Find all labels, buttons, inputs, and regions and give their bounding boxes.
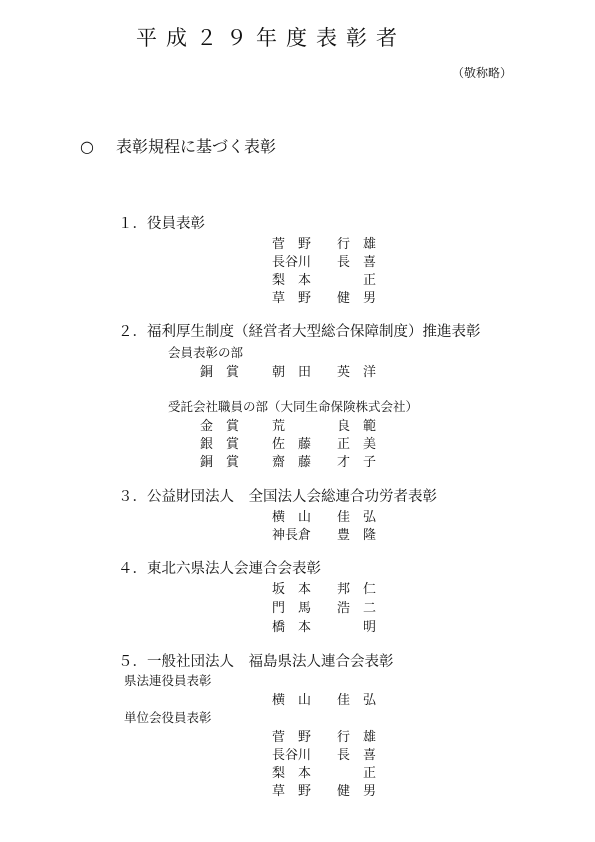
section-heading bbox=[80, 134, 276, 157]
awardee-name: 荒 良 範 bbox=[272, 419, 377, 434]
item-2-heading: ２．福利厚生制度（経営者大型総合保障制度）推進表彰 bbox=[118, 324, 481, 340]
awardee-name: 佐 藤 正 美 bbox=[272, 437, 377, 452]
awardee-name: 長谷川 長 喜 bbox=[272, 748, 377, 763]
item-5-heading: ５．一般社団法人 福島県法人連合会表彰 bbox=[118, 654, 394, 670]
subheading: 会員表彰の部 bbox=[168, 345, 244, 360]
circle-bullet: ○ bbox=[80, 137, 94, 156]
award-grade: 金 賞 bbox=[200, 419, 240, 434]
awardee-name: 草 野 健 男 bbox=[272, 784, 377, 799]
honorific-note: （敬称略） bbox=[452, 66, 513, 80]
awardee-name: 菅 野 行 雄 bbox=[272, 237, 377, 252]
awardee-name: 朝 田 英 洋 bbox=[272, 365, 377, 380]
awardee-name: 橋 本 明 bbox=[272, 620, 377, 635]
awardee-name: 長谷川 長 喜 bbox=[272, 255, 377, 270]
subheading: 県法連役員表彰 bbox=[124, 673, 212, 688]
section-label: 表彰規程に基づく表彰 bbox=[115, 137, 276, 156]
item-3-heading: ３．公益財団法人 全国法人会総連合功労者表彰 bbox=[118, 489, 437, 505]
awardee-name: 梨 本 正 bbox=[272, 273, 377, 288]
awardee-name: 菅 野 行 雄 bbox=[272, 730, 377, 745]
award-grade: 銀 賞 bbox=[200, 437, 240, 452]
awardee-name: 門 馬 浩 二 bbox=[272, 601, 377, 616]
subheading: 単位会役員表彰 bbox=[124, 710, 212, 725]
awardee-name: 梨 本 正 bbox=[272, 766, 377, 781]
page-title: 平成２９年度表彰者 bbox=[136, 26, 406, 50]
item-1-heading: １．役員表彰 bbox=[118, 216, 205, 232]
awardee-name: 坂 本 邦 仁 bbox=[272, 582, 377, 597]
award-grade: 銅 賞 bbox=[200, 365, 240, 380]
item-4-heading: ４．東北六県法人会連合会表彰 bbox=[118, 561, 321, 577]
awardee-name: 草 野 健 男 bbox=[272, 291, 377, 306]
awardee-name: 神長倉 豊 隆 bbox=[272, 528, 377, 543]
awardee-name: 齋 藤 才 子 bbox=[272, 455, 377, 470]
award-grade: 銅 賞 bbox=[200, 455, 240, 470]
awardee-name: 横 山 佳 弘 bbox=[272, 510, 377, 525]
awardee-name: 横 山 佳 弘 bbox=[272, 693, 377, 708]
subheading: 受託会社職員の部（大同生命保険株式会社） bbox=[168, 399, 419, 414]
